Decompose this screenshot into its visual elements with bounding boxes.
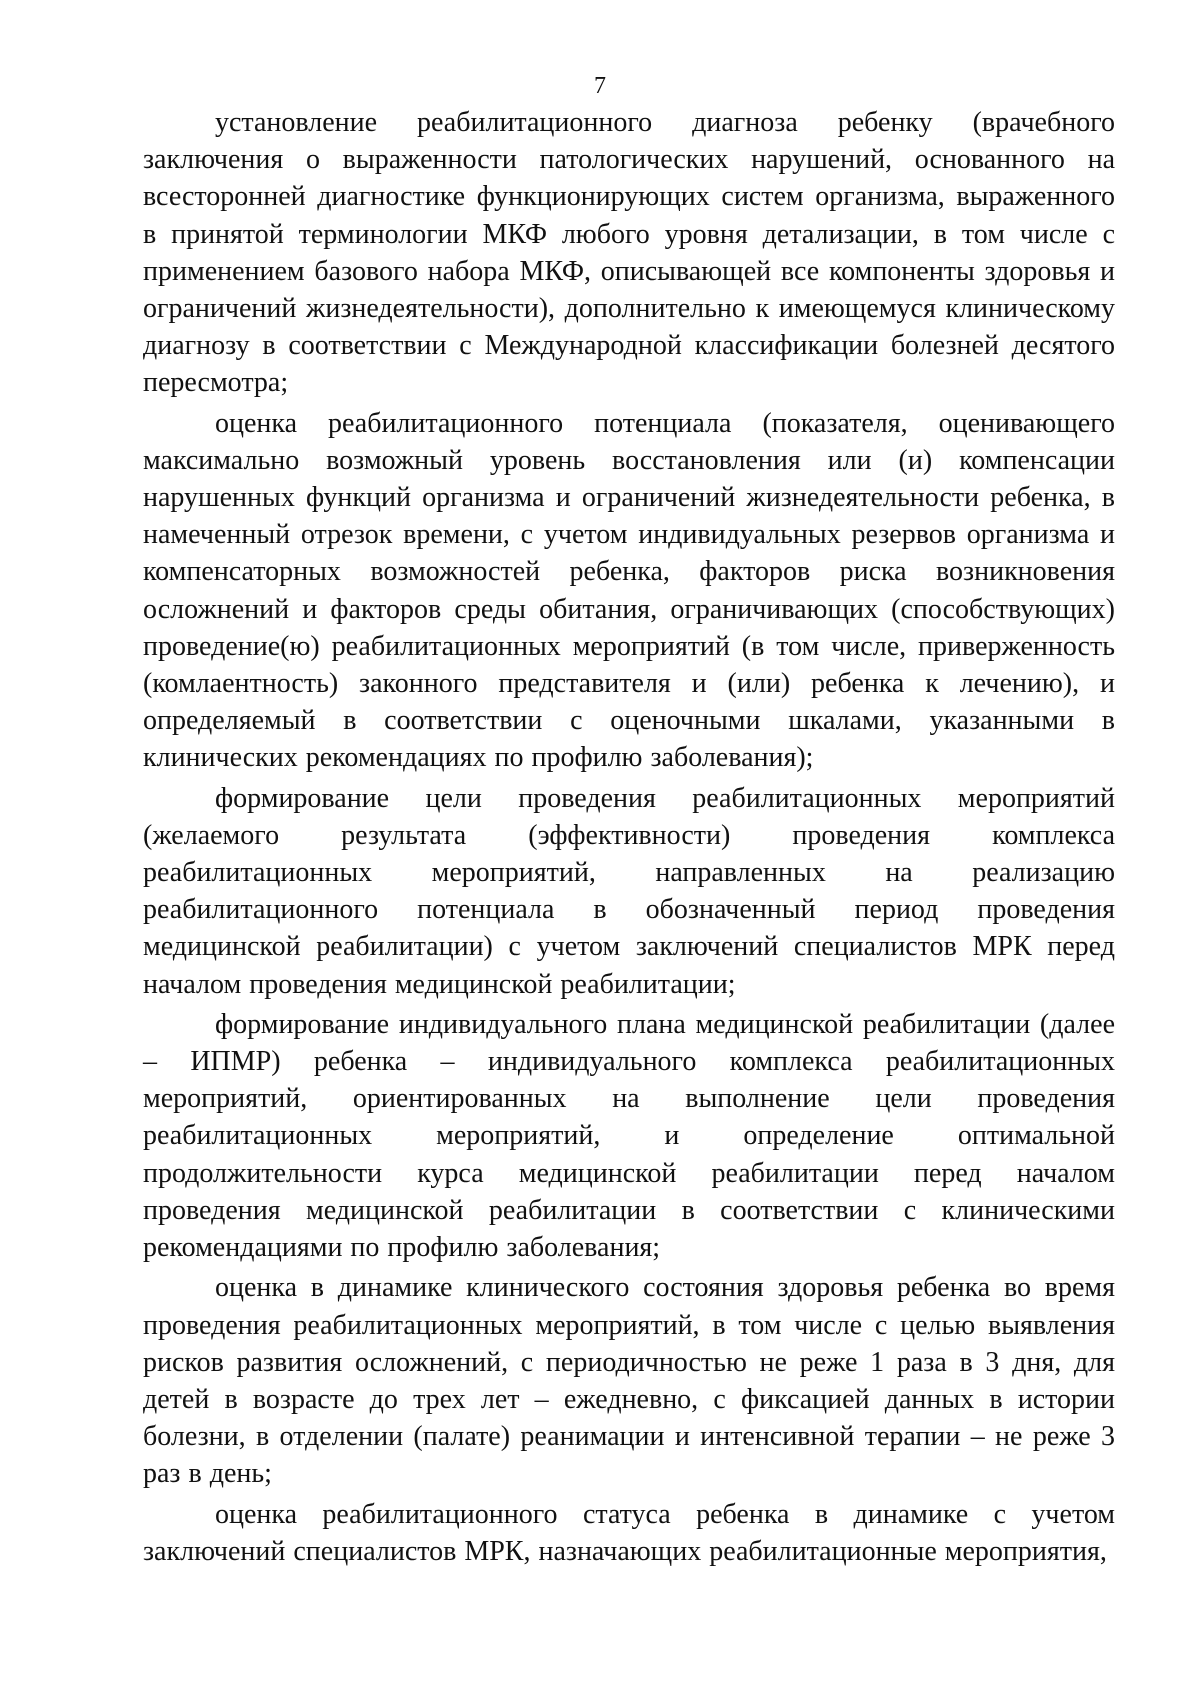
paragraph-clinical-dynamics: оценка в динамике клинического состояния здоровья ребенка во время проведения реабилитационных мероприятий, в том числе с целью выявления рисков развития осложнений, с периодичностью не реже 1 раза в 3 дня, для детей в возрасте до трех лет – ежедневно, с фиксацией данных в истории болезни, в отделении (палате) реанимации и интенсивной терапии – не реже 3 раз в день; (143, 1272, 1115, 1490)
paragraph-rehabilitation-potential: оценка реабилитационного потенциала (показателя, оценивающего максимально возможный уровень восстановления или (и) компенсации нарушенных функций организма и ограничений жизнедеятельности ребенка, в намеченный отрезок времени, с учетом индивидуальных резервов организма и компенсаторных возможностей ребенка, факторов риска возникновения осложнений и факторов среды обитания, ограничивающих (способствующих) проведение(ю) реабилитационных мероприятий (в том числе, приверженность (комлаентность) законного представителя и (или) ребенка к лечению), и определяемый в соответствии с оценочными шкалами, указанными в клинических рекомендациях по профилю заболевания); (143, 407, 1115, 774)
page-number: 7 (594, 73, 606, 99)
paragraph-rehabilitation-goal: формирование цели проведения реабилитационных мероприятий (желаемого результата (эффективности) проведения комплекса реабилитационных мероприятий, направленных на реализацию реабилитационного потенциала в обозначенный период проведения медицинской реабилитации) с учетом заключений специалистов МРК перед началом проведения медицинской реабилитации; (143, 782, 1115, 1000)
paragraph-rehabilitation-diagnosis: установление реабилитационного диагноза ребенку (врачебного заключения о выраженности патологических нарушений, основанного на всесторонней диагностике функционирующих систем организма, выраженного в принятой терминологии МКФ любого уровня детализации, в том числе с применением базового набора МКФ, описывающей все компоненты здоровья и ограничений жизнедеятельности), дополнительно к имеющемуся клиническому диагнозу в соответствии с Международной классификации болезней десятого пересмотра; (143, 107, 1115, 399)
paragraph-rehabilitation-status: оценка реабилитационного статуса ребенка в динамике с учетом заключений специалистов МРК, назначающих реабилитационные мероприятия, (143, 1498, 1115, 1567)
paragraph-individual-plan: формирование индивидуального плана медицинской реабилитации (далее – ИПМР) ребенка – индивидуального комплекса реабилитационных мероприятий, ориентированных на выполнение цели проведения реабилитационных мероприятий, и определение оптимальной продолжительности курса медицинской реабилитации перед началом проведения медицинской реабилитации в соответствии с клиническими рекомендациями по профилю заболевания; (143, 1008, 1115, 1264)
document-body (143, 104, 1115, 1573)
